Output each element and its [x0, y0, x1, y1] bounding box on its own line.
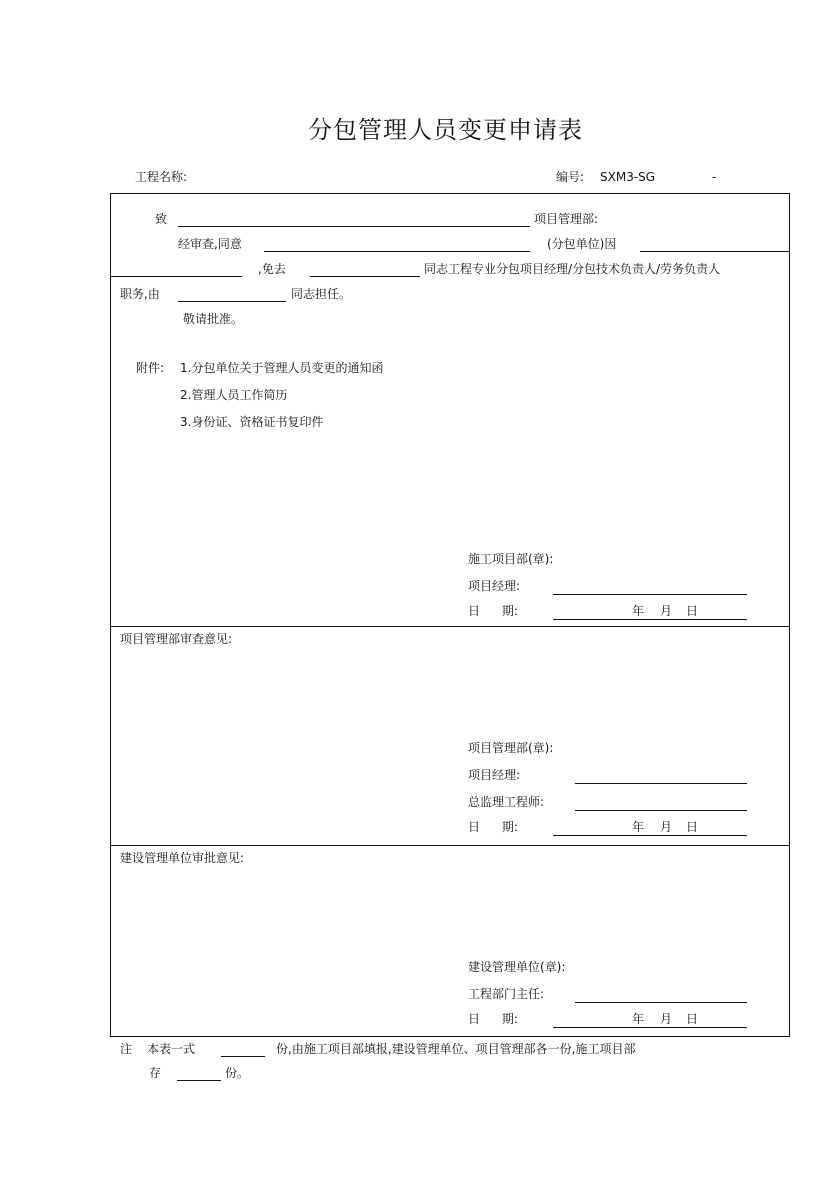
- date-year: 年: [632, 604, 645, 618]
- date-month: 月: [660, 1012, 673, 1026]
- reason-field-continued[interactable]: [110, 276, 242, 277]
- date-field[interactable]: [553, 1027, 747, 1028]
- date-field[interactable]: [553, 835, 747, 836]
- date-month: 月: [660, 820, 673, 834]
- comrade-role-text: 同志工程专业分包项目经理/分包技术负责人/劳务负责人: [424, 262, 721, 276]
- date-field[interactable]: [553, 619, 747, 620]
- reviewed-label: 经审查,同意: [178, 237, 242, 251]
- page-title: 分包管理人员变更申请表: [308, 116, 583, 144]
- attachment-item: 3.身份证、资格证书复印件: [180, 415, 324, 429]
- attachment-item: 1.分包单位关于管理人员变更的通知函: [180, 361, 384, 375]
- keep-suffix: 份。: [225, 1066, 250, 1080]
- construction-dept-label: 施工项目部(章):: [468, 552, 554, 566]
- dept-label: 项目管理部:: [534, 212, 599, 226]
- approval-request: 敬请批准。: [183, 312, 244, 326]
- copies-prefix: 本表一式: [147, 1042, 196, 1056]
- project-manager-field[interactable]: [575, 783, 747, 784]
- chief-supervisor-label: 总监理工程师:: [468, 795, 545, 809]
- dept-seal-label: 项目管理部(章):: [468, 741, 554, 755]
- project-manager-label: 项目经理:: [468, 768, 521, 782]
- project-manager-label: 项目经理:: [468, 579, 521, 593]
- chief-supervisor-field[interactable]: [575, 810, 747, 811]
- date-month: 月: [660, 604, 673, 618]
- keep-label: 存: [149, 1066, 162, 1080]
- keep-count-field[interactable]: [177, 1080, 221, 1081]
- copies-suffix: 份,由施工项目部填报,建设管理单位、项目管理部各一份,施工项目部: [276, 1042, 636, 1056]
- copies-count-field[interactable]: [221, 1056, 265, 1057]
- attachment-item: 2.管理人员工作简历: [180, 388, 288, 402]
- approval-opinion-heading: 建设管理单位审批意见:: [120, 851, 245, 865]
- date-day: 日: [686, 604, 699, 618]
- attachments-label: 附件:: [136, 361, 165, 375]
- date-label: 日 期:: [468, 604, 518, 618]
- to-label: 致: [155, 212, 168, 226]
- date-year: 年: [632, 820, 645, 834]
- date-label: 日 期:: [468, 820, 518, 834]
- code-dash: -: [712, 170, 717, 184]
- subcontract-unit-field[interactable]: [264, 251, 530, 252]
- date-day: 日: [686, 820, 699, 834]
- dismissed-person-field[interactable]: [310, 276, 420, 277]
- date-year: 年: [632, 1012, 645, 1026]
- review-opinion-heading: 项目管理部审查意见:: [120, 632, 233, 646]
- subcontract-unit-label: (分包单位)因: [547, 237, 617, 251]
- section-divider-2: [110, 845, 790, 846]
- dismiss-label: ,免去: [258, 262, 286, 276]
- project-name-label: 工程名称:: [135, 170, 188, 184]
- unit-seal-label: 建设管理单位(章):: [468, 960, 566, 974]
- date-label: 日 期:: [468, 1012, 518, 1026]
- section-divider-1: [110, 626, 790, 627]
- code-value: SXM3-SG: [600, 170, 656, 184]
- recipient-field[interactable]: [178, 226, 530, 227]
- dept-head-label: 工程部门主任:: [468, 987, 545, 1001]
- date-day: 日: [686, 1012, 699, 1026]
- code-label: 编号:: [556, 170, 585, 184]
- reason-field[interactable]: [640, 251, 790, 252]
- new-person-field[interactable]: [178, 301, 286, 302]
- comrade-serve-text: 同志担任。: [291, 287, 352, 301]
- dept-head-field[interactable]: [575, 1002, 747, 1003]
- note-label: 注: [120, 1042, 133, 1056]
- project-manager-field[interactable]: [553, 594, 747, 595]
- position-label: 职务,由: [120, 287, 160, 301]
